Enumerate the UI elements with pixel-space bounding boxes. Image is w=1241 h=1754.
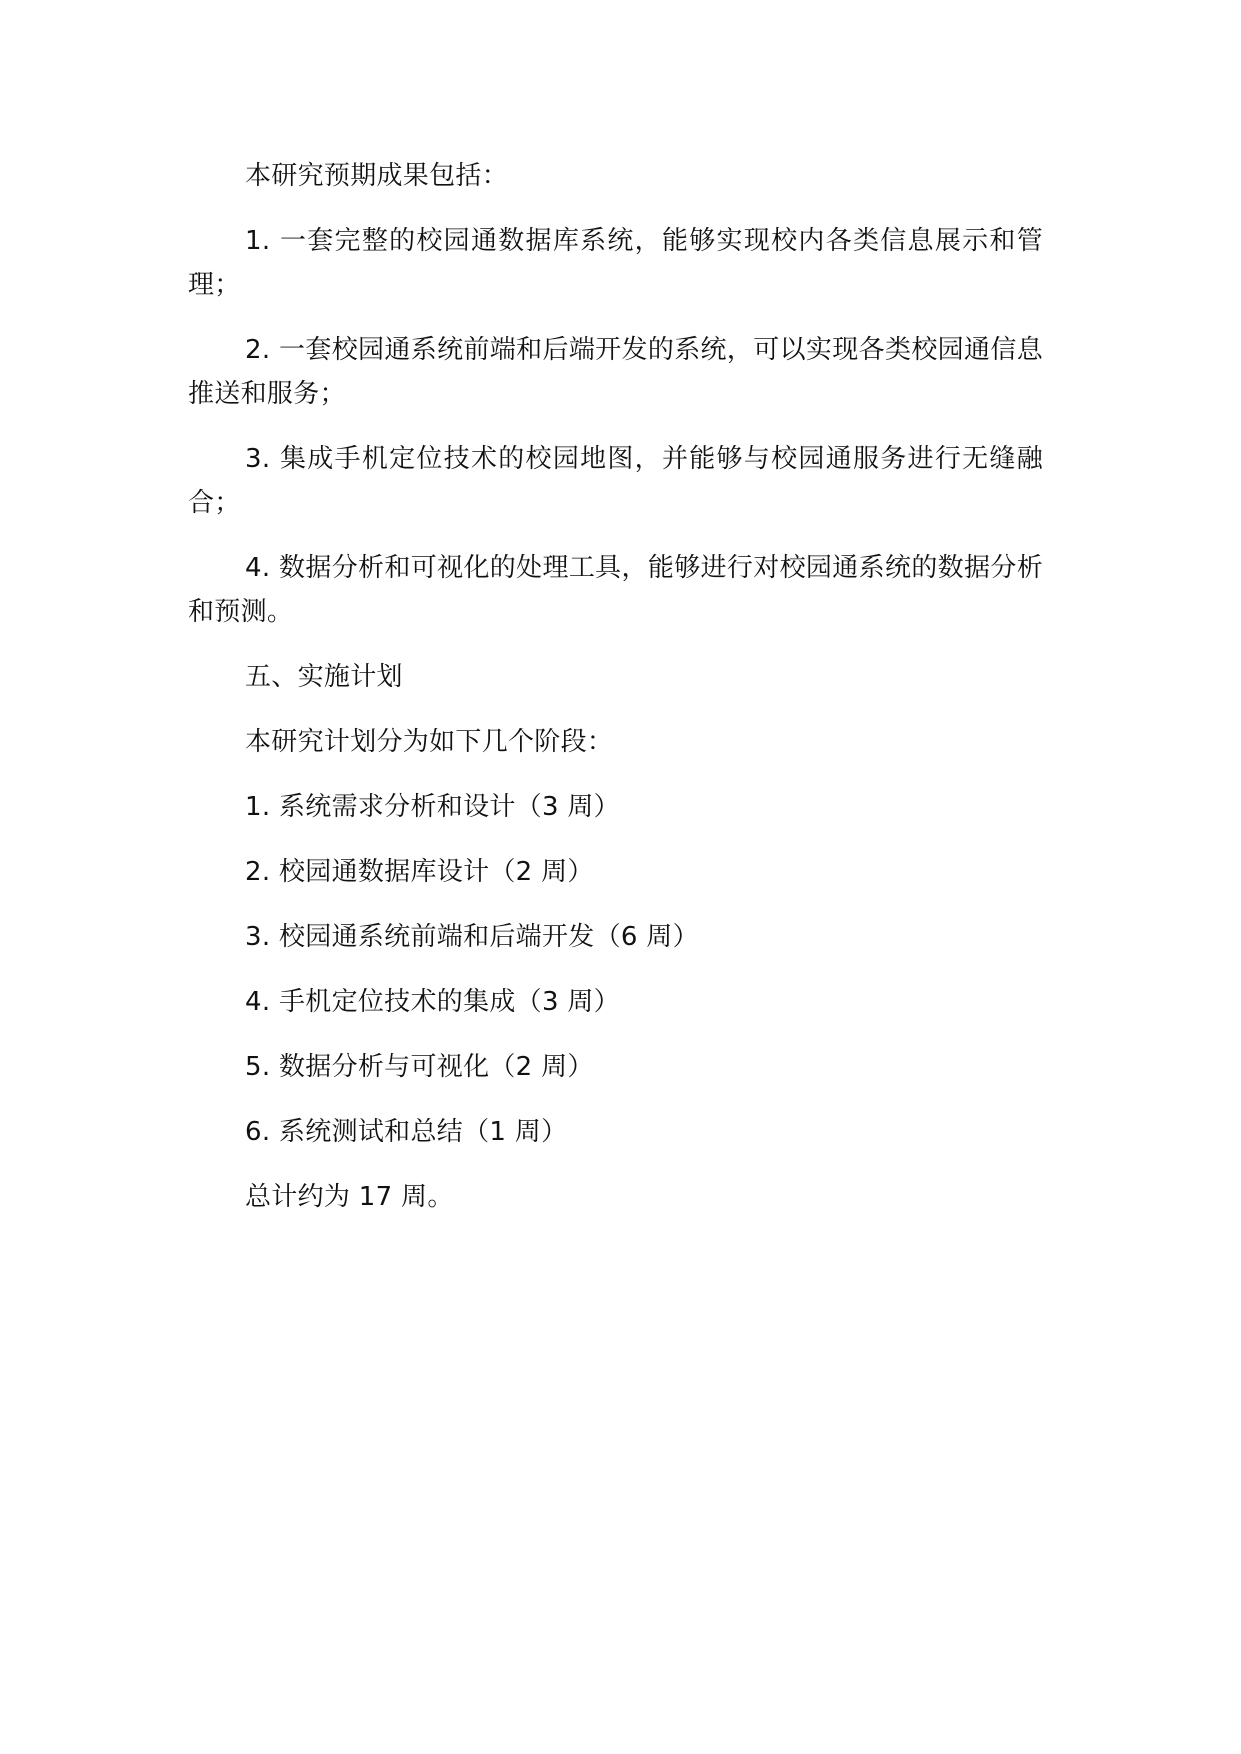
outcome-item-2: 2. 一套校园通系统前端和后端开发的系统，可以实现各类校园通信息推送和服务； <box>188 335 1043 409</box>
plan-stage-2: 2. 校园通数据库设计（2 周） <box>245 857 594 887</box>
plan-intro: 本研究计划分为如下几个阶段： <box>245 727 614 757</box>
plan-stage-5: 5. 数据分析与可视化（2 周） <box>245 1052 594 1082</box>
plan-stage-4: 4. 手机定位技术的集成（3 周） <box>245 987 620 1017</box>
outcome-item-4: 4. 数据分析和可视化的处理工具，能够进行对校园通系统的数据分析和预测。 <box>188 553 1043 627</box>
plan-stage-6: 6. 系统测试和总结（1 周） <box>245 1117 568 1147</box>
outcome-item-1: 1. 一套完整的校园通数据库系统，能够实现校内各类信息展示和管理； <box>188 226 1043 300</box>
plan-total: 总计约为 17 周。 <box>245 1182 454 1212</box>
plan-stage-3: 3. 校园通系统前端和后端开发（6 周） <box>245 922 699 952</box>
section-heading-plan: 五、实施计划 <box>245 662 403 692</box>
outcomes-intro: 本研究预期成果包括： <box>245 161 509 191</box>
document-body <box>188 154 1043 1240</box>
outcome-item-3: 3. 集成手机定位技术的校园地图，并能够与校园通服务进行无缝融合； <box>188 444 1043 518</box>
plan-stage-1: 1. 系统需求分析和设计（3 周） <box>245 792 620 822</box>
